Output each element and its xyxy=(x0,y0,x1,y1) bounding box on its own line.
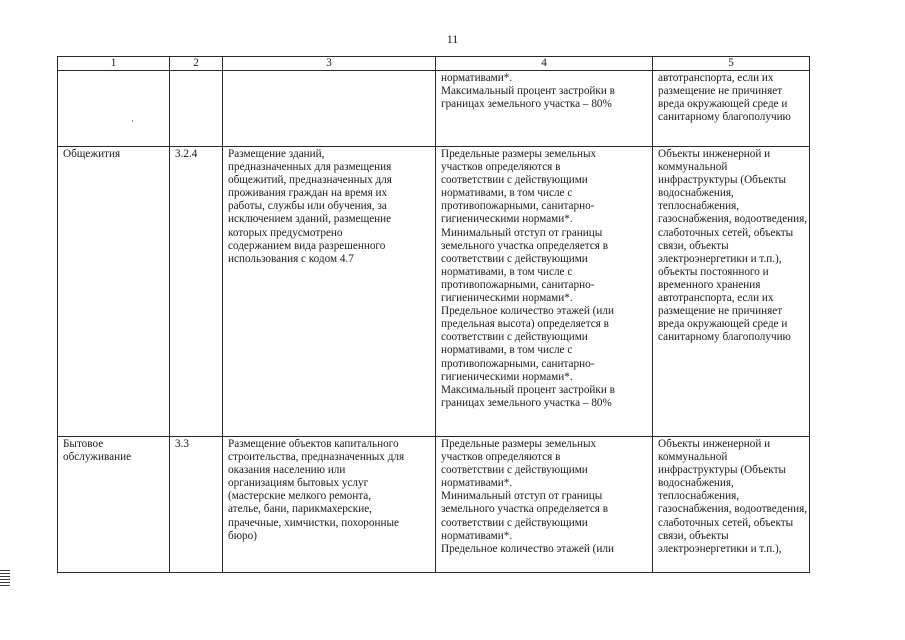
use-code-cell: 3.2.4 xyxy=(170,147,223,437)
cell-text-line: Предельное количество этажей (или xyxy=(441,305,614,318)
cell-text-line: Объекты инженерной и xyxy=(658,148,771,160)
cell-text-line: исключением зданий, размещение xyxy=(228,213,392,226)
cell-text-line: границах земельного участка – 80% xyxy=(441,98,612,111)
cell-text-line: работы, службы или обучения, за xyxy=(228,200,387,213)
cell-text-line: водоснабжения, xyxy=(658,187,734,200)
cell-text-line: (мастерские мелкого ремонта, xyxy=(228,490,372,503)
cell-text-line: газоснабжения, водоотведения, xyxy=(658,213,808,226)
cell-text-line: границах земельного участка – 80% xyxy=(441,396,612,409)
use-description-cell xyxy=(223,437,436,573)
use-description-cell xyxy=(223,71,436,147)
cell-text-line: размещение не причиняет xyxy=(658,85,783,98)
cell-text-line: которых предусмотрено xyxy=(228,226,343,239)
table-row xyxy=(58,147,810,437)
cell-text-line: соответствии с действующими xyxy=(441,516,588,529)
cell-text-line: электроэнергетики и т.п.), xyxy=(658,252,782,265)
cell-text-line: Предельное количество этажей (или xyxy=(441,542,614,555)
use-name-cell: Бытовое обслуживание xyxy=(58,437,170,573)
cell-text-line: водоснабжения, xyxy=(658,477,734,490)
cell-text-line: предназначенных для размещения xyxy=(228,161,392,174)
cell-text-line: гигиеническими нормами*. xyxy=(441,370,573,383)
cell-text-line: размещение не причиняет xyxy=(658,305,783,318)
cell-text-line: нормативами, в том числе с xyxy=(441,344,573,357)
cell-text-line: соответствии с действующими xyxy=(441,464,588,477)
cell-text-line: слаботочных сетей, объекты xyxy=(658,516,794,529)
restrictions-cell xyxy=(653,71,810,147)
cell-text-line: инфраструктуры (Объекты xyxy=(658,174,787,187)
cell-text-line: Размещение объектов капитального xyxy=(228,438,399,450)
cell-text-line: гигиеническими нормами*. xyxy=(441,292,573,305)
cell-text-line: соответствии с действующими xyxy=(441,252,588,265)
use-name-cell xyxy=(58,71,170,147)
cell-text-line: теплоснабжения, xyxy=(658,490,740,503)
column-header: 4 xyxy=(436,57,653,71)
cell-text-line: участков определяются в xyxy=(441,451,561,464)
land-use-table xyxy=(57,56,810,573)
cell-text-line: Минимальный отступ от границы xyxy=(441,226,603,239)
cell-text-line: проживания граждан на время их xyxy=(228,187,388,200)
table-row xyxy=(58,437,810,573)
table-row xyxy=(58,71,810,147)
cell-text-line: организациям бытовых услуг xyxy=(228,477,369,490)
cell-text-line: земельного участка определяется в xyxy=(441,239,609,252)
column-header: 3 xyxy=(223,57,436,71)
cell-text-line: земельного участка определяется в xyxy=(441,503,609,516)
cell-text-line: Предельные размеры земельных xyxy=(441,148,597,160)
cell-text-line: санитарному благополучию xyxy=(658,331,791,344)
cell-text-line: общежитий, предназначенных для xyxy=(228,174,392,187)
cell-text-line: коммунальной xyxy=(658,161,728,174)
cell-text-line: Максимальный процент застройки в xyxy=(441,85,615,98)
page-number: 11 xyxy=(446,32,459,46)
cell-text-line: содержанием вида разрешенного xyxy=(228,239,386,252)
cell-text-line: противопожарными, санитарно- xyxy=(441,278,595,291)
cell-text-line: использования с кодом 4.7 xyxy=(228,252,354,265)
cell-text-line: ателье, бани, парикмахерские, xyxy=(228,503,372,516)
cell-text-line: Максимальный процент застройки в xyxy=(441,383,615,396)
parameters-cell xyxy=(436,71,653,147)
cell-text-line: гигиеническими нормами*. xyxy=(441,213,573,226)
cell-text-line: бюро) xyxy=(228,529,257,542)
table-header-row xyxy=(58,57,810,71)
cell-text-line: нормативами, в том числе с xyxy=(441,265,573,278)
cell-text-line: оказания населению или xyxy=(228,464,346,477)
cell-text-line: связи, объекты xyxy=(658,529,729,542)
cell-text-line: слаботочных сетей, объекты xyxy=(658,226,794,239)
cell-text-line: теплоснабжения, xyxy=(658,200,740,213)
cell-text-line: объекты постоянного и xyxy=(658,265,769,278)
cell-text-line: коммунальной xyxy=(658,451,728,464)
cell-text-line: вреда окружающей среде и xyxy=(658,98,788,111)
cell-text-line: газоснабжения, водоотведения, xyxy=(658,503,808,516)
cell-text-line: Размещение зданий, xyxy=(228,148,325,160)
cell-text-line: прачечные, химчистки, похоронные xyxy=(228,516,399,529)
stray-dot-mark: · xyxy=(131,116,134,126)
cell-text-line: нормативами*. xyxy=(441,529,513,542)
cell-text-line: строительства, предназначенных для xyxy=(228,451,405,464)
cell-text-line: автотранспорта, если их xyxy=(658,72,774,84)
column-header: 2 xyxy=(170,57,223,71)
parameters-cell xyxy=(436,147,653,437)
cell-text-line: санитарному благополучию xyxy=(658,111,791,124)
cell-text-line: Предельные размеры земельных xyxy=(441,438,597,450)
restrictions-cell xyxy=(653,437,810,573)
cell-text-line: нормативами, в том числе с xyxy=(441,187,573,200)
cell-text-line: нормативами*. xyxy=(441,477,513,490)
use-code-cell: 3.3 xyxy=(170,437,223,573)
column-header: 1 xyxy=(58,57,170,71)
cell-text-line: автотранспорта, если их xyxy=(658,292,774,305)
cell-text-line: вреда окружающей среде и xyxy=(658,318,788,331)
cell-text-line: инфраструктуры (Объекты xyxy=(658,464,787,477)
cell-text-line: соответствии с действующими xyxy=(441,331,588,344)
cell-text-line: противопожарными, санитарно- xyxy=(441,200,595,213)
cell-text-line: связи, объекты xyxy=(658,239,729,252)
column-header: 5 xyxy=(653,57,810,71)
scan-edge-mark xyxy=(0,570,10,588)
cell-text-line: временного хранения xyxy=(658,278,761,291)
cell-text-line: противопожарными, санитарно- xyxy=(441,357,595,370)
use-name-cell: Общежития xyxy=(58,147,170,437)
cell-text-line: предельная высота) определяется в xyxy=(441,318,609,331)
cell-text-line: нормативами*. xyxy=(441,72,513,84)
use-description-cell xyxy=(223,147,436,437)
restrictions-cell xyxy=(653,147,810,437)
cell-text-line: Объекты инженерной и xyxy=(658,438,771,450)
cell-text-line: соответствии с действующими xyxy=(441,174,588,187)
parameters-cell xyxy=(436,437,653,573)
cell-text-line: электроэнергетики и т.п.), xyxy=(658,542,782,555)
cell-text-line: участков определяются в xyxy=(441,161,561,174)
cell-text-line: Минимальный отступ от границы xyxy=(441,490,603,503)
use-code-cell xyxy=(170,71,223,147)
